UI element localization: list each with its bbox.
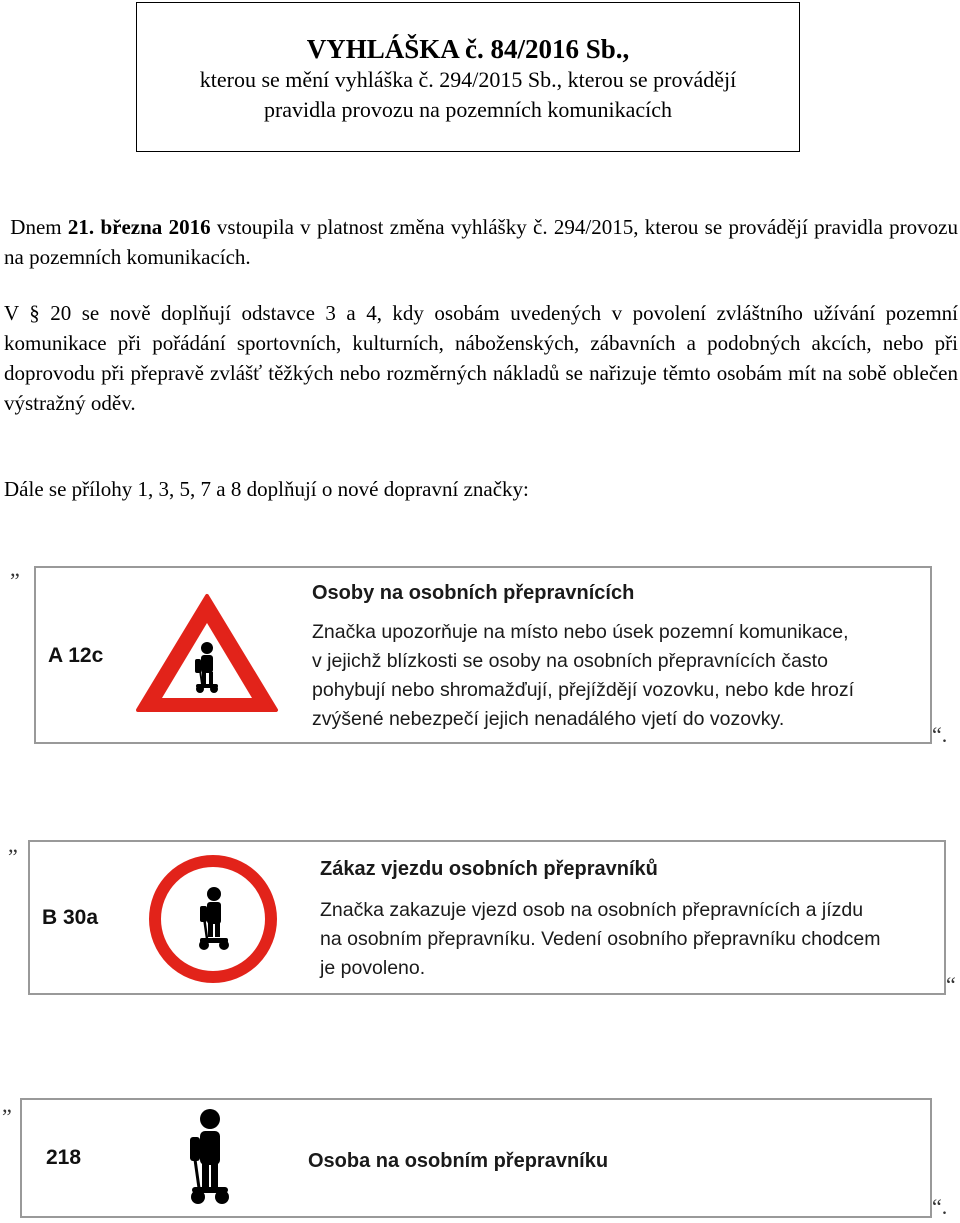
open-quote: „	[8, 832, 18, 857]
sign-panel-b30a	[28, 840, 946, 995]
sign-title: Osoba na osobním přepravníku	[308, 1150, 609, 1172]
sign-panel-218	[20, 1098, 932, 1218]
document-subtitle-line-1: kterou se mění vyhláška č. 294/2015 Sb., kterou se provádějí	[199, 67, 737, 92]
intro-paragraph	[4, 212, 958, 272]
sign-title: Zákaz vjezdu osobních přepravníků	[320, 858, 658, 880]
document-title: VYHLÁŠKA č. 84/2016 Sb.,	[306, 34, 630, 64]
sign-title: Osoby na osobních přepravnících	[312, 582, 635, 604]
warning-triangle-personal-transporter-icon	[132, 588, 282, 718]
open-quote: „	[2, 1092, 12, 1117]
signs-intro-paragraph: Dále se přílohy 1, 3, 5, 7 a 8 doplňují o nové dopravní značky:	[4, 477, 529, 501]
amendment-paragraph: V § 20 se nově doplňují odstavce 3 a 4, kdy osobám uvedených v povolení zvláštního užívání pozemní komunikace při pořádání sportovních, kulturních, náboženských, zábavních a podobných akcích, nebo při doprovodu při přepravě zvlášť těžkých nebo rozměrných nákladů se nařizuje těmto osobám mít na sobě oblečen výstražný oděv.	[4, 301, 958, 415]
personal-transporter-symbol-icon	[180, 1105, 240, 1215]
sign-description	[320, 896, 880, 983]
sign-description	[312, 618, 854, 734]
sign-description-line: pohybují nebo shromažďují, přejíždějí vozovku, nebo kde hrozí	[312, 679, 855, 701]
close-quote: “	[946, 972, 956, 997]
sign-description-line: Značka zakazuje vjezd osob na osobních přepravnících a jízdu	[320, 899, 864, 921]
sign-code: B 30a	[42, 906, 99, 929]
prohibition-sign-personal-transporter-icon	[148, 854, 278, 984]
sign-description-line: zvýšené nebezpečí jejich nenadálého vjetí do vozovky.	[312, 708, 785, 730]
title-box	[136, 2, 800, 152]
intro-date: 21. března 2016	[67, 215, 211, 239]
intro-rest: vstoupila v platnost změna vyhlášky č. 294/2015, kterou se provádějí pravidla provozu na pozemních komunikacích.	[4, 215, 958, 269]
sign-code: 218	[46, 1146, 82, 1169]
open-quote: „	[10, 556, 20, 581]
sign-description-line: Značka upozorňuje na místo nebo úsek pozemní komunikace,	[312, 621, 849, 643]
sign-description-line: na osobním přepravníku. Vedení osobního přepravníku chodcem	[320, 928, 881, 950]
close-quote: “.	[932, 1194, 948, 1219]
sign-description-line: je povoleno.	[320, 957, 426, 979]
document-subtitle-line-2: pravidla provozu na pozemních komunikacích	[263, 97, 673, 122]
sign-panel-a12c	[34, 566, 932, 744]
close-quote: “.	[932, 722, 948, 747]
intro-prefix: Dnem	[10, 215, 68, 239]
sign-code: A 12c	[48, 644, 104, 667]
sign-description-line: v jejichž blízkosti se osoby na osobních přepravnících často	[312, 650, 828, 672]
